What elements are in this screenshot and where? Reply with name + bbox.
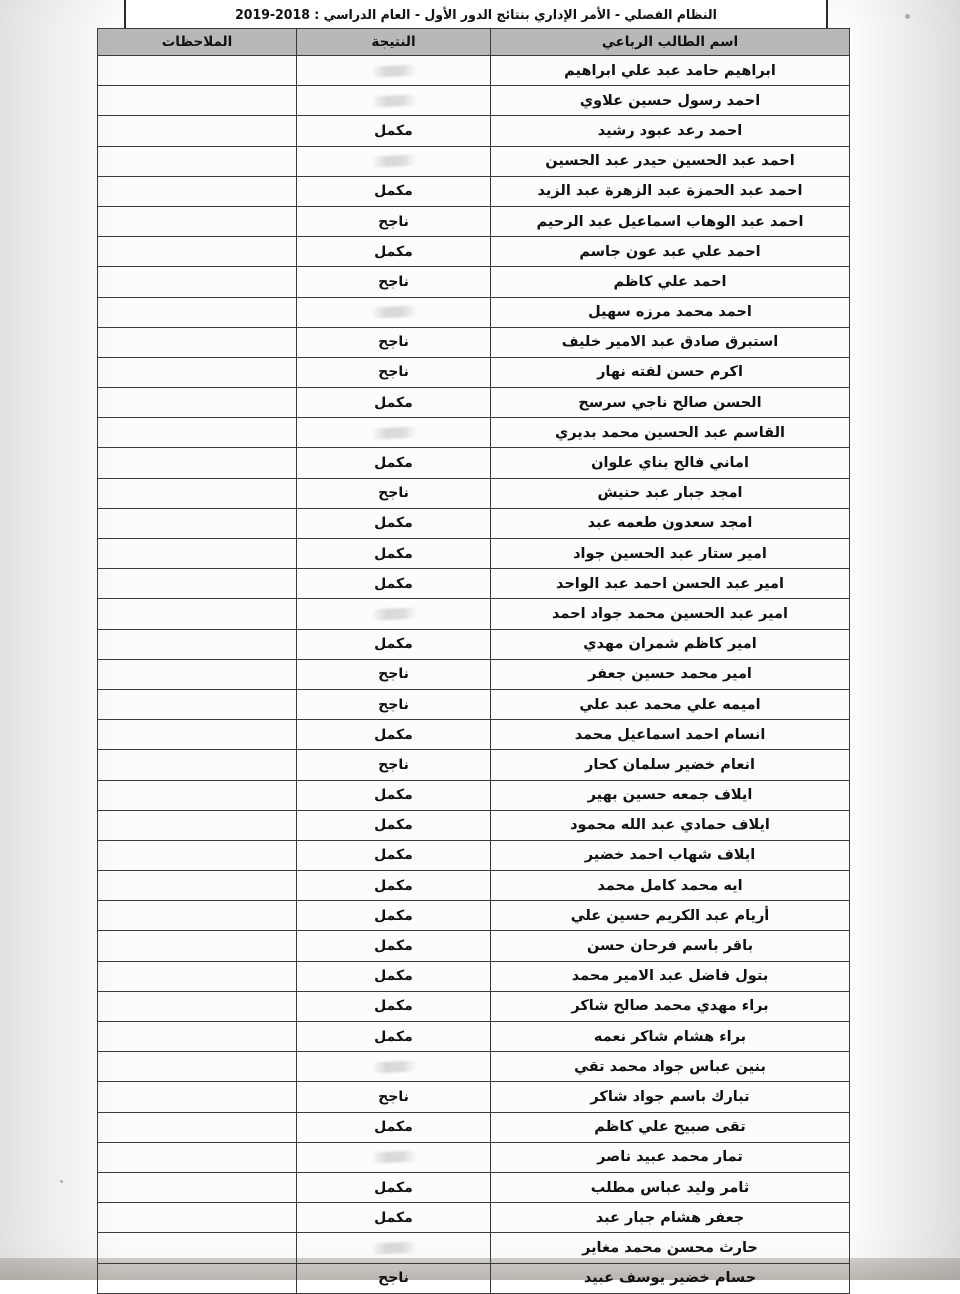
table-row	[98, 86, 850, 116]
student-name-cell: حسام خضير يوسف عبيد	[491, 1263, 850, 1293]
table-row	[98, 931, 850, 961]
result-cell: مكمل	[297, 1022, 491, 1052]
notes-cell	[98, 297, 297, 327]
notes-cell	[98, 1142, 297, 1172]
table-row	[98, 1142, 850, 1172]
notes-cell	[98, 871, 297, 901]
student-name-cell: اميمه علي محمد عبد علي	[491, 689, 850, 719]
student-name-cell: امجد جبار عبد حنيش	[491, 478, 850, 508]
result-cell: ناجح	[297, 689, 491, 719]
result-cell: مكمل	[297, 780, 491, 810]
result-cell: ناجح	[297, 357, 491, 387]
notes-cell	[98, 56, 297, 86]
notes-cell	[98, 720, 297, 750]
table-row	[98, 1203, 850, 1233]
notes-cell	[98, 116, 297, 146]
result-cell	[297, 1052, 491, 1082]
student-name-cell: اكرم حسن لفته نهار	[491, 357, 850, 387]
student-name-cell: براء هشام شاكر نعمه	[491, 1022, 850, 1052]
table-row	[98, 267, 850, 297]
table-row	[98, 1052, 850, 1082]
table-row	[98, 1082, 850, 1112]
table-row	[98, 1233, 850, 1263]
result-cell	[297, 297, 491, 327]
results-table	[97, 28, 850, 1294]
result-cell: مكمل	[297, 569, 491, 599]
table-row	[98, 297, 850, 327]
student-name-cell: تقى صبيح علي كاظم	[491, 1112, 850, 1142]
notes-cell	[98, 1052, 297, 1082]
document-title-bar	[124, 0, 828, 29]
result-cell: مكمل	[297, 810, 491, 840]
table-row	[98, 780, 850, 810]
table-row	[98, 357, 850, 387]
result-cell: ناجح	[297, 267, 491, 297]
student-name-cell: احمد عبد الحمزة عبد الزهرة عبد الزيد	[491, 176, 850, 206]
student-name-cell: براء مهدي محمد صالح شاكر	[491, 991, 850, 1021]
student-name-cell: بنين عباس جواد محمد تقي	[491, 1052, 850, 1082]
notes-cell	[98, 1022, 297, 1052]
student-name-cell: ايلاف حمادي عبد الله محمود	[491, 810, 850, 840]
notes-cell	[98, 1203, 297, 1233]
student-name-cell: أريام عبد الكريم حسين علي	[491, 901, 850, 931]
table-body	[98, 56, 850, 1294]
table-row	[98, 327, 850, 357]
student-name-cell: ايلاف جمعه حسين بهير	[491, 780, 850, 810]
student-name-cell: امير ستار عبد الحسين جواد	[491, 539, 850, 569]
result-cell: مكمل	[297, 116, 491, 146]
notes-cell	[98, 206, 297, 236]
table-header-row	[98, 29, 850, 56]
result-cell: مكمل	[297, 931, 491, 961]
table-row	[98, 1022, 850, 1052]
student-name-cell: امير عبد الحسين محمد جواد احمد	[491, 599, 850, 629]
result-cell: مكمل	[297, 176, 491, 206]
student-name-cell: امير عبد الحسن احمد عبد الواحد	[491, 569, 850, 599]
result-cell: مكمل	[297, 720, 491, 750]
student-name-cell: اماني فالح بناي علوان	[491, 448, 850, 478]
table-row	[98, 478, 850, 508]
table-row	[98, 961, 850, 991]
page-title: النظام الفصلي - الأمر الإداري بنتائج الدور الأول - العام الدراسي : 2018-2019	[235, 6, 717, 22]
student-name-cell: احمد عبد الوهاب اسماعيل عبد الرحيم	[491, 206, 850, 236]
student-name-cell: ثامر وليد عباس مطلب	[491, 1172, 850, 1202]
notes-cell	[98, 901, 297, 931]
table-row	[98, 659, 850, 689]
result-cell: مكمل	[297, 1112, 491, 1142]
student-name-cell: احمد علي عبد عون جاسم	[491, 237, 850, 267]
result-cell: مكمل	[297, 508, 491, 538]
student-name-cell: الحسن صالح ناجي سرسح	[491, 388, 850, 418]
table-row	[98, 569, 850, 599]
student-name-cell: احمد رسول حسين علاوي	[491, 86, 850, 116]
student-name-cell: انسام احمد اسماعيل محمد	[491, 720, 850, 750]
table-row	[98, 116, 850, 146]
result-cell: ناجح	[297, 750, 491, 780]
notes-cell	[98, 237, 297, 267]
table-row	[98, 599, 850, 629]
student-name-cell: باقر باسم فرحان حسن	[491, 931, 850, 961]
notes-cell	[98, 176, 297, 206]
table-row	[98, 901, 850, 931]
student-name-cell: ايه محمد كامل محمد	[491, 871, 850, 901]
result-cell: مكمل	[297, 991, 491, 1021]
column-header-result: النتيجة	[297, 29, 491, 56]
notes-cell	[98, 810, 297, 840]
table-row	[98, 508, 850, 538]
table-row	[98, 1112, 850, 1142]
result-cell	[297, 1233, 491, 1263]
student-name-cell: حارث محسن محمد مغاير	[491, 1233, 850, 1263]
notes-cell	[98, 1082, 297, 1112]
student-name-cell: امير كاظم شمران مهدي	[491, 629, 850, 659]
notes-cell	[98, 539, 297, 569]
table-row	[98, 810, 850, 840]
student-name-cell: تبارك باسم جواد شاكر	[491, 1082, 850, 1112]
table-row	[98, 840, 850, 870]
table-row	[98, 237, 850, 267]
student-name-cell: احمد محمد مرزه سهيل	[491, 297, 850, 327]
table-row	[98, 418, 850, 448]
notes-cell	[98, 629, 297, 659]
result-cell: ناجح	[297, 659, 491, 689]
notes-cell	[98, 1263, 297, 1293]
notes-cell	[98, 146, 297, 176]
student-name-cell: احمد علي كاظم	[491, 267, 850, 297]
result-cell: ناجح	[297, 206, 491, 236]
table-row	[98, 206, 850, 236]
table-row	[98, 750, 850, 780]
notes-cell	[98, 448, 297, 478]
notes-cell	[98, 1112, 297, 1142]
result-cell	[297, 599, 491, 629]
result-cell: مكمل	[297, 237, 491, 267]
result-cell: ناجح	[297, 1263, 491, 1293]
result-cell: ناجح	[297, 327, 491, 357]
notes-cell	[98, 388, 297, 418]
student-name-cell: جعفر هشام جبار عبد	[491, 1203, 850, 1233]
notes-cell	[98, 780, 297, 810]
student-name-cell: امجد سعدون طعمه عبد	[491, 508, 850, 538]
notes-cell	[98, 659, 297, 689]
result-cell: ناجح	[297, 1082, 491, 1112]
student-name-cell: امير محمد حسين جعفر	[491, 659, 850, 689]
notes-cell	[98, 357, 297, 387]
result-cell: مكمل	[297, 901, 491, 931]
notes-cell	[98, 418, 297, 448]
result-cell	[297, 86, 491, 116]
table-row	[98, 1172, 850, 1202]
result-cell: مكمل	[297, 388, 491, 418]
table-row	[98, 448, 850, 478]
result-cell	[297, 146, 491, 176]
student-name-cell: بتول فاضل عبد الامير محمد	[491, 961, 850, 991]
result-cell: مكمل	[297, 961, 491, 991]
table-row	[98, 176, 850, 206]
student-name-cell: تمار محمد عبيد ناصر	[491, 1142, 850, 1172]
notes-cell	[98, 689, 297, 719]
student-name-cell: القاسم عبد الحسين محمد بديري	[491, 418, 850, 448]
notes-cell	[98, 478, 297, 508]
student-name-cell: انعام خضير سلمان كحار	[491, 750, 850, 780]
notes-cell	[98, 840, 297, 870]
student-name-cell: استبرق صادق عبد الامير خليف	[491, 327, 850, 357]
result-cell: مكمل	[297, 629, 491, 659]
table-row	[98, 388, 850, 418]
student-name-cell: ايلاف شهاب احمد خضير	[491, 840, 850, 870]
notes-cell	[98, 86, 297, 116]
result-cell: مكمل	[297, 448, 491, 478]
paper-speck	[905, 14, 910, 19]
column-header-name: اسم الطالب الرباعي	[491, 29, 850, 56]
student-name-cell: احمد عبد الحسين حيدر عبد الحسين	[491, 146, 850, 176]
notes-cell	[98, 508, 297, 538]
result-cell: ناجح	[297, 478, 491, 508]
table-row	[98, 991, 850, 1021]
notes-cell	[98, 750, 297, 780]
result-cell: مكمل	[297, 539, 491, 569]
table-row	[98, 871, 850, 901]
table-row	[98, 689, 850, 719]
column-header-notes: الملاحظات	[98, 29, 297, 56]
result-cell	[297, 418, 491, 448]
student-name-cell: ابراهيم حامد عبد علي ابراهيم	[491, 56, 850, 86]
table-row	[98, 539, 850, 569]
notes-cell	[98, 1172, 297, 1202]
notes-cell	[98, 991, 297, 1021]
notes-cell	[98, 599, 297, 629]
student-name-cell: احمد رعد عبود رشيد	[491, 116, 850, 146]
notes-cell	[98, 327, 297, 357]
result-cell	[297, 56, 491, 86]
table-row	[98, 56, 850, 86]
notes-cell	[98, 961, 297, 991]
table-row	[98, 146, 850, 176]
result-cell: مكمل	[297, 840, 491, 870]
notes-cell	[98, 931, 297, 961]
table-row	[98, 1263, 850, 1293]
table-row	[98, 720, 850, 750]
table-row	[98, 629, 850, 659]
notes-cell	[98, 569, 297, 599]
notes-cell	[98, 1233, 297, 1263]
result-cell: مكمل	[297, 1172, 491, 1202]
result-cell	[297, 1142, 491, 1172]
result-cell: مكمل	[297, 871, 491, 901]
notes-cell	[98, 267, 297, 297]
result-cell: مكمل	[297, 1203, 491, 1233]
paper-speck	[60, 1180, 63, 1183]
